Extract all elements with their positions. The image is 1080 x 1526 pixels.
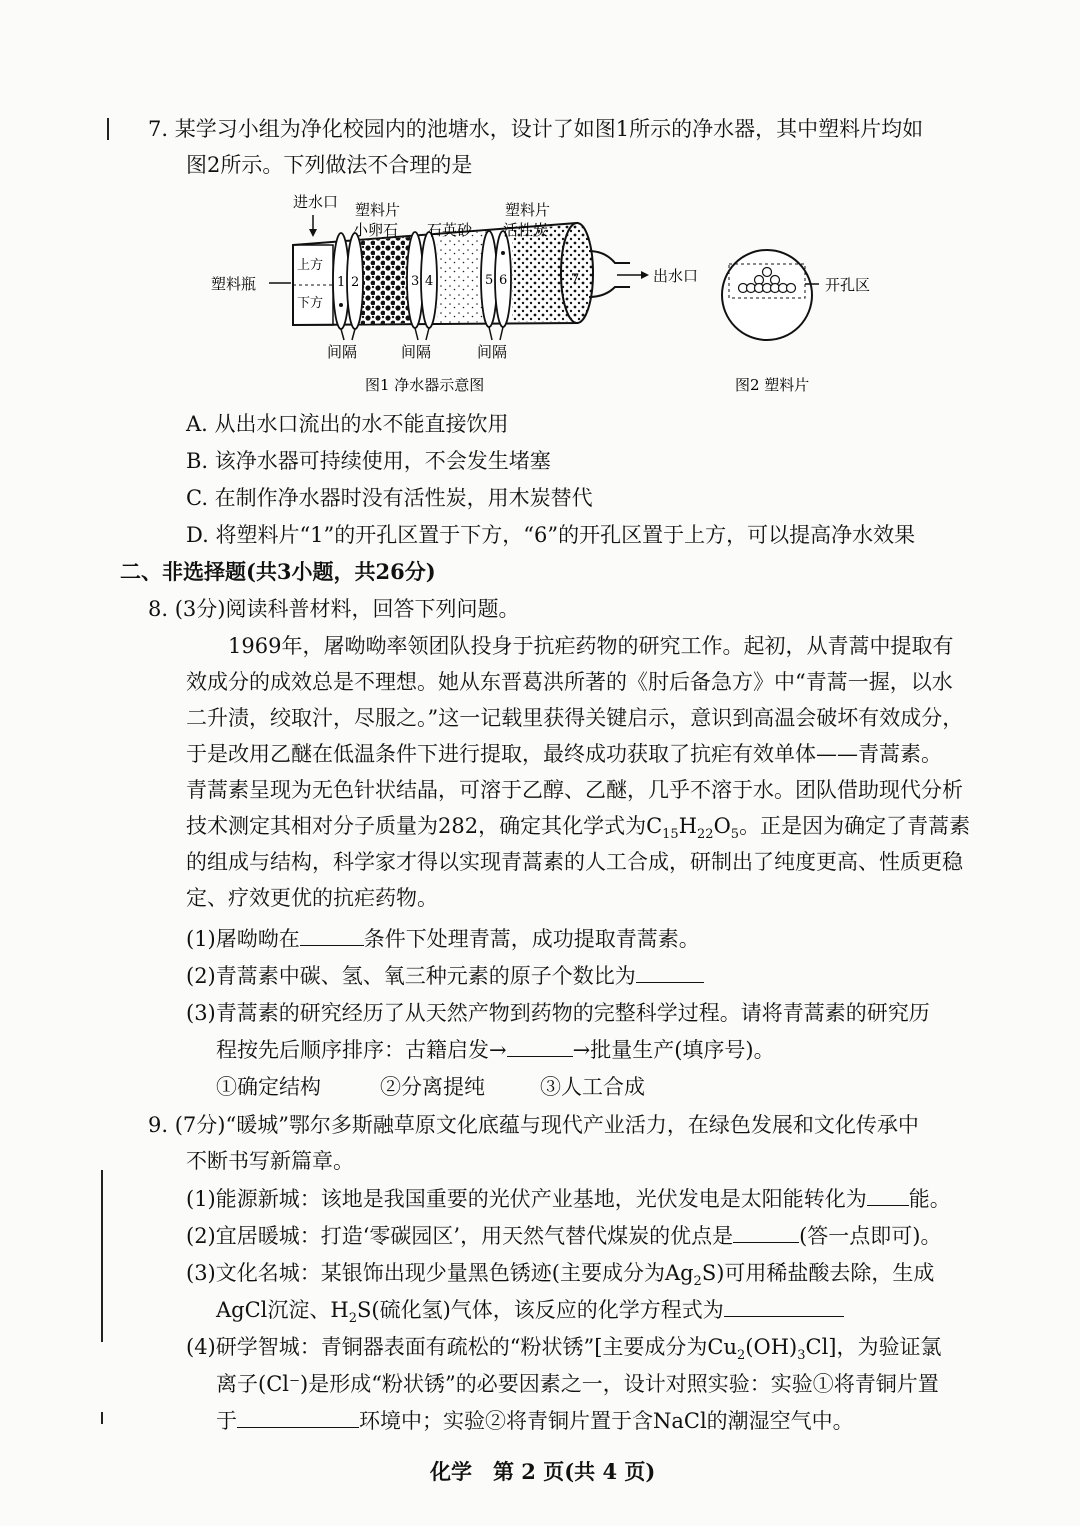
q9-sub3-line2-text-a: AgCl沉淀、H <box>216 1298 349 1322</box>
q8-sub1-text-b: 条件下处理青蒿，成功提取青蒿素。 <box>363 927 700 951</box>
label-bottle: 塑料瓶 <box>211 275 257 293</box>
q9-sub4-answer-blank[interactable] <box>237 1409 359 1428</box>
label-plate-right: 塑料片 <box>505 201 551 219</box>
margin-mark-bottom <box>101 1412 103 1424</box>
label-gap-3: 间隔 <box>477 343 508 361</box>
q8-passage-line8: 定、疗效更优的抗疟药物。 <box>186 886 438 910</box>
q9-intro-line2: 不断书写新篇章。 <box>186 1149 354 1173</box>
q8-sub3-answer-blank[interactable] <box>507 1038 573 1057</box>
q8-passage-line3: 二升渍，绞取汁，尽服之。”这一记载里获得关键启示，意识到高温会破坏有效成分， <box>186 706 964 730</box>
q8-choice-1: ①确定结构 <box>216 1075 321 1099</box>
q9-sub3-ag-sub: 2 <box>693 1274 702 1290</box>
q9-sub1-text-a: (1)能源新城：该地是我国重要的光伏产业基地，光伏发电是太阳能转化为 <box>186 1187 867 1211</box>
q9-sub1-text-b: 能。 <box>908 1187 951 1211</box>
q9-sub2-answer-blank[interactable] <box>733 1224 799 1243</box>
figure2-plastic-plate <box>715 240 915 400</box>
q9-sub3-answer-blank[interactable] <box>724 1298 844 1317</box>
q9-sub4-cu-sub: 2 <box>737 1348 746 1364</box>
plate-number-3: 3 <box>411 274 420 289</box>
q9-sub3-line1 <box>186 1259 934 1296</box>
q9-sub2-text-b: (答一点即可)。 <box>799 1224 942 1248</box>
q9-sub3-line2 <box>216 1296 844 1333</box>
q9-sub4-oh-sub: 3 <box>797 1348 806 1364</box>
q9-sub4-line2: 离子(Cl⁻)是形成“粉状锈”的必要因素之一，设计对照实验：实验①将青铜片置 <box>216 1372 939 1396</box>
q9-sub4-line3 <box>216 1407 854 1435</box>
q8-passage-line5: 青蒿素呈现为无色针状结晶，可溶于乙醇、乙醚，几乎不溶于水。团队借助现代分析 <box>186 778 963 802</box>
q8-sub3-line1: (3)青蒿素的研究经历了从天然产物到药物的完整科学过程。请将青蒿素的研究历 <box>186 1001 930 1025</box>
q7-option-b: B. 该净水器可持续使用，不会发生堵塞 <box>186 449 551 473</box>
page-footer: 化学 第 2 页(共 4 页) <box>430 1459 656 1484</box>
q8-passage-line2: 效成分的成效总是不理想。她从东晋葛洪所著的《肘后备急方》中“青蒿一握，以水 <box>186 670 953 694</box>
q8-sub3-text-a: 程按先后顺序排序：古籍启发→ <box>216 1038 507 1062</box>
q9-sub4-line1 <box>186 1333 941 1370</box>
figure1-water-purifier <box>205 185 699 405</box>
q8-formula-o-sub: 5 <box>730 827 740 843</box>
q8-choice-2: ②分离提纯 <box>380 1075 485 1099</box>
q9-sub4-text-a: (4)研学智城：青铜器表面有疏松的“粉状锈”[主要成分为Cu <box>186 1335 738 1359</box>
q7-option-c: C. 在制作净水器时没有活性炭，用木炭替代 <box>186 486 593 510</box>
q9-sub1-answer-blank[interactable] <box>867 1187 909 1206</box>
figure2-caption: 图2 塑料片 <box>735 376 810 394</box>
label-gap-1: 间隔 <box>327 343 358 361</box>
figure1-caption: 图1 净水器示意图 <box>365 376 485 394</box>
q8-sub3-text-b: →批量生产(填序号)。 <box>572 1038 775 1062</box>
label-carbon: 活性炭 <box>503 221 549 239</box>
label-lower: 下方 <box>297 296 324 311</box>
q7-stem-line1: 7. 某学习小组为净化校园内的池塘水，设计了如图1所示的净水器，其中塑料片均如 <box>148 117 924 141</box>
q8-line6-text-a: 技术测定其相对分子质量为282，确定其化学式为C <box>186 814 663 838</box>
plate-number-4: 4 <box>425 274 434 289</box>
q7-stem-line2: 图2所示。下列做法不合理的是 <box>186 153 473 177</box>
q9-sub4-text-c: Cl]，为验证氯 <box>805 1335 942 1359</box>
q9-sub2 <box>186 1222 942 1250</box>
q8-sub2 <box>186 962 704 990</box>
q9-sub4-line3-text-a: 于 <box>216 1409 237 1433</box>
margin-mark-top <box>107 118 109 140</box>
q8-sub2-text: (2)青蒿素中碳、氢、氧三种元素的原子个数比为 <box>186 964 636 988</box>
q8-choice-3: ③人工合成 <box>540 1075 645 1099</box>
q8-passage-line6 <box>186 812 970 849</box>
label-inlet: 进水口 <box>293 193 339 211</box>
label-plate-left: 塑料片 <box>355 201 401 219</box>
q7-option-a: A. 从出水口流出的水不能直接饮用 <box>186 412 509 436</box>
q9-sub4-text-b: (OH) <box>745 1335 798 1359</box>
label-outlet: 出水口 <box>653 267 699 285</box>
q8-sub3-line2 <box>216 1036 775 1064</box>
q7-option-d: D. 将塑料片“1”的开孔区置于下方，“6”的开孔区置于上方，可以提高净水效果 <box>186 523 916 547</box>
q8-line6-text-d: 。正是因为确定了青蒿素 <box>739 814 971 838</box>
q9-sub3-text-b: S)可用稀盐酸去除，生成 <box>701 1261 935 1285</box>
q8-sub1 <box>186 925 700 953</box>
label-quartz: 石英砂 <box>427 221 473 239</box>
q8-line6-text-c: O <box>713 814 731 838</box>
label-hole-area: 开孔区 <box>825 276 871 294</box>
label-pebbles: 小卵石 <box>353 221 399 239</box>
label-upper: 上方 <box>297 258 324 273</box>
q8-sub1-text-a: (1)屠呦呦在 <box>186 927 300 951</box>
plate-number-7: 7 <box>571 272 580 287</box>
q9-sub4-line3-text-b: 环境中；实验②将青铜片置于含NaCl的潮湿空气中。 <box>359 1409 854 1433</box>
plate-number-1: 1 <box>337 275 346 290</box>
margin-mark-middle <box>101 1170 103 1342</box>
plate-number-2: 2 <box>351 275 360 290</box>
plate-number-6: 6 <box>499 273 508 288</box>
q8-formula-c-sub: 15 <box>662 827 679 843</box>
q8-formula-h-sub: 22 <box>697 827 714 843</box>
q8-passage-line4: 于是改用乙醚在低温条件下进行提取，最终成功获取了抗疟有效单体——青蒿素。 <box>186 742 942 766</box>
q9-sub1 <box>186 1185 951 1213</box>
label-gap-2: 间隔 <box>401 343 432 361</box>
plate-number-5: 5 <box>485 273 494 288</box>
q8-intro: 8. (3分)阅读科普材料，回答下列问题。 <box>148 597 520 621</box>
q8-line6-text-b: H <box>678 814 698 838</box>
q9-intro-line1: 9. (7分)“暖城”鄂尔多斯融草原文化底蕴与现代产业活力，在绿色发展和文化传承中 <box>148 1113 919 1137</box>
q8-sub2-answer-blank[interactable] <box>636 964 704 983</box>
q8-passage-line1: 1969年，屠呦呦率领团队投身于抗疟药物的研究工作。起初，从青蒿中提取有 <box>228 634 954 658</box>
q9-sub3-line2-text-b: S(硫化氢)气体，该反应的化学方程式为 <box>357 1298 724 1322</box>
section2-title: 二、非选择题(共3小题，共26分) <box>120 559 436 584</box>
q9-sub2-text-a: (2)宜居暖城：打造‘零碳园区’，用天然气替代煤炭的优点是 <box>186 1224 734 1248</box>
q9-sub3-h-sub: 2 <box>348 1311 357 1327</box>
q8-sub1-answer-blank[interactable] <box>300 927 364 946</box>
q8-passage-line7: 的组成与结构，科学家才得以实现青蒿素的人工合成，研制出了纯度更高、性质更稳 <box>186 850 963 874</box>
q9-sub3-text-a: (3)文化名城：某银饰出现少量黑色锈迹(主要成分为Ag <box>186 1261 694 1285</box>
